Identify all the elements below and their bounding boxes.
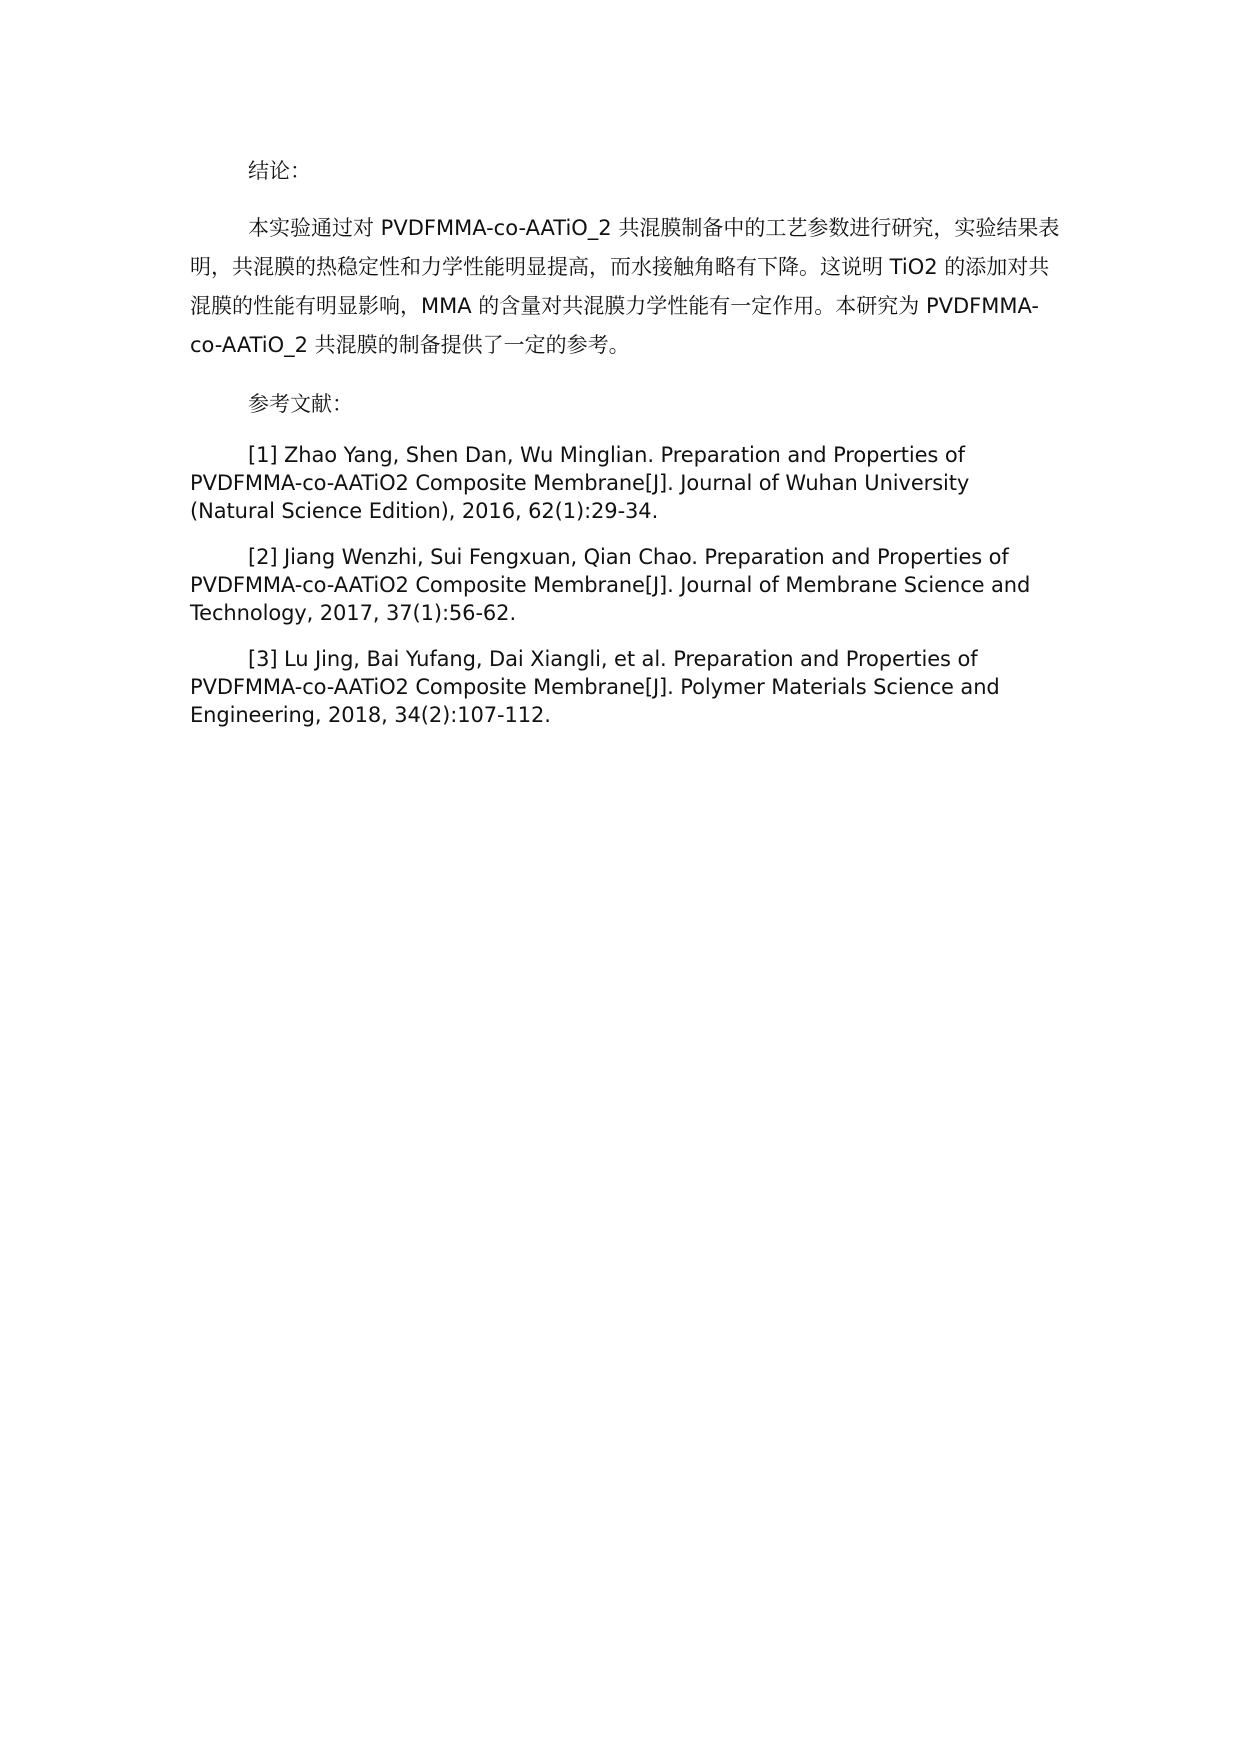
reference-item-1: [1] Zhao Yang, Shen Dan, Wu Minglian. Preparation and Properties of PVDFMMA-co-AATiO2 Composite Membrane[J]. Journal of Wuhan University (Natural Science Edition), 2016, 62(1):29-34. <box>190 443 970 523</box>
reference-item-2: [2] Jiang Wenzhi, Sui Fengxuan, Qian Chao. Preparation and Properties of PVDFMMA-co-AATiO2 Composite Membrane[J]. Journal of Membrane Science and Technology, 2017, 37(1):56-62. <box>190 545 1031 625</box>
reference-item-3: [3] Lu Jing, Bai Yufang, Dai Xiangli, et al. Preparation and Properties of PVDFMMA-co-AATiO2 Composite Membrane[J]. Polymer Materials Science and Engineering, 2018, 34(2):107-112. <box>190 647 1000 727</box>
conclusion-paragraph: 本实验通过对 PVDFMMA-co-AATiO_2 共混膜制备中的工艺参数进行研究，实验结果表明，共混膜的热稳定性和力学性能明显提高，而水接触角略有下降。这说明 TiO2 的添加对共混膜的性能有明显影响，MMA 的含量对共混膜力学性能有一定作用。本研究为 PVDFMMA-co-AATiO_2 共混膜的制备提供了一定的参考。 <box>190 216 1060 357</box>
conclusion-heading: 结论： <box>248 159 311 183</box>
references-heading: 参考文献： <box>248 392 353 416</box>
page-content <box>190 152 1060 747</box>
